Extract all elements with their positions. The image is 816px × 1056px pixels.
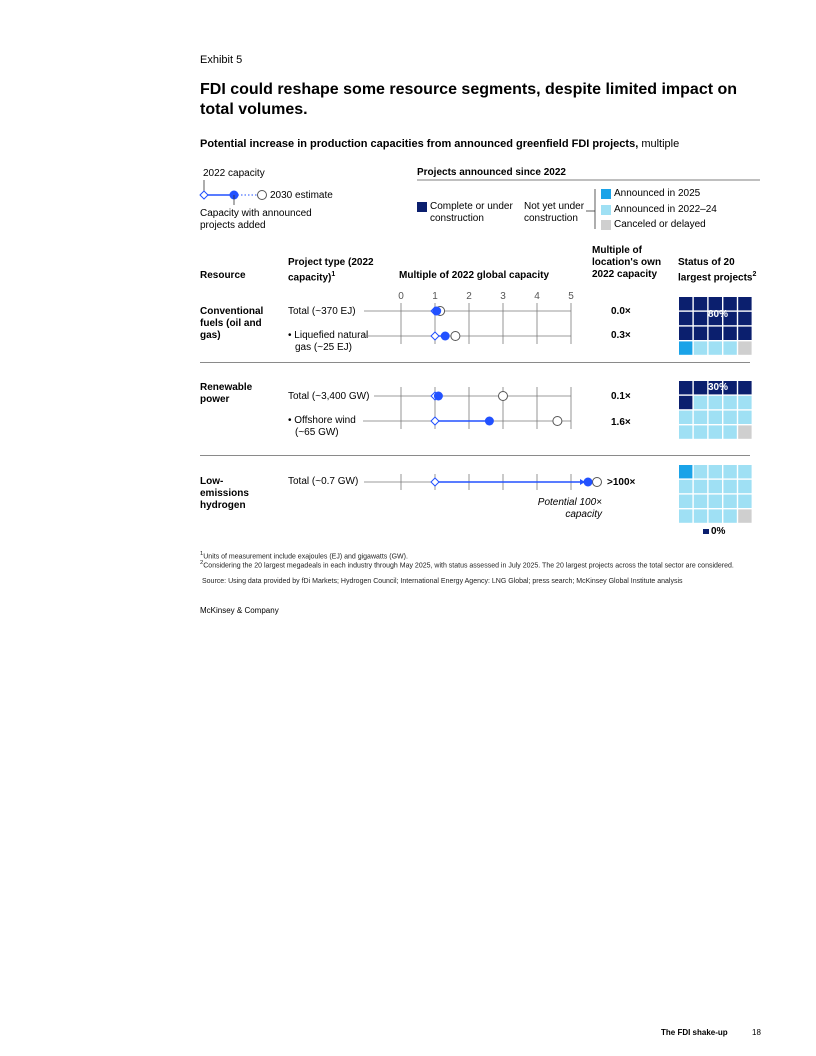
status-pct-conventional: 80%: [707, 309, 728, 320]
x-tick-label: 3: [500, 291, 506, 302]
waffle-cell: [738, 495, 751, 508]
with-projects-marker: [485, 417, 494, 426]
header-project-type-text: Project type (2022 capacity): [288, 257, 374, 284]
waffle-cell: [738, 312, 751, 325]
page-title: FDI could reshape some resource segments, despite limited impact on total volumes.: [200, 81, 738, 118]
estimate-2030-marker: [451, 332, 460, 341]
footnote-2-text: Considering the 20 largest megadeals in each industry through May 2025, with status assessed in July 2025. The 20 largest projects across the total sector are considered.: [203, 562, 734, 570]
x-tick-label: 5: [568, 291, 574, 302]
waffle-cell: [709, 411, 722, 424]
header-status-sup: 2: [752, 271, 757, 278]
capacity-2022-marker: [431, 417, 439, 425]
own-multiple-hydrogen: >100×: [607, 477, 636, 488]
waffle-cell: [679, 341, 692, 354]
waffle-cell: [738, 341, 751, 354]
waffle-cell: [709, 341, 722, 354]
waffle-cell: [738, 327, 751, 340]
waffle-cell: [738, 411, 751, 424]
waffle-cell: [679, 327, 692, 340]
legend-announced-2025: Announced in 2025: [614, 188, 701, 199]
header-project-type-sup: 1: [331, 271, 336, 278]
waffle-cell: [723, 509, 736, 522]
waffle-cell: [694, 327, 707, 340]
legend-2022-capacity: 2022 capacity: [203, 168, 265, 179]
status-pct-renewable: 30%: [707, 382, 728, 393]
own-multiple-lng: 0.3×: [611, 330, 631, 341]
project-offshore-line1: • Offshore wind: [288, 415, 356, 426]
waffle-cell: [738, 509, 751, 522]
x-tick-label: 1: [432, 291, 438, 302]
waffle-cell: [694, 480, 707, 493]
legend-not-yet: Not yet under construction: [524, 201, 585, 224]
project-lng-line1: • Liquefied natural: [288, 330, 369, 341]
waffle-cell: [709, 327, 722, 340]
with-projects-marker: [441, 332, 450, 341]
legend-complete: Complete or under construction: [430, 201, 513, 224]
capacity-2022-marker: [431, 478, 439, 486]
waffle-cell: [679, 465, 692, 478]
own-multiple-renewable: 0.1×: [611, 391, 631, 402]
estimate-2030-marker: [593, 478, 602, 487]
subtitle-unit: multiple: [638, 138, 680, 150]
x-tick-label: 0: [398, 291, 404, 302]
waffle-cell: [723, 341, 736, 354]
legend-2022-marker: [200, 191, 208, 199]
with-projects-marker: [584, 478, 593, 487]
waffle-cell: [679, 297, 692, 310]
waffle-cell: [694, 396, 707, 409]
exhibit-label: Exhibit 5: [200, 54, 243, 66]
waffle-cell: [694, 425, 707, 438]
legend-announced-2022-24: Announced in 2022–24: [614, 204, 717, 215]
estimate-2030-marker: [499, 392, 508, 401]
header-resource: Resource: [200, 270, 246, 281]
waffle-cell: [723, 411, 736, 424]
footnote-1-text: Units of measurement include exajoules (EJ) and gigawatts (GW).: [203, 553, 408, 561]
page-number: 18: [752, 1028, 761, 1037]
waffle-cell: [709, 480, 722, 493]
waffle-cell: [694, 509, 707, 522]
waffle-cell: [679, 509, 692, 522]
project-total-renewable: Total (~3,400 GW): [288, 391, 370, 402]
project-lng-line2: gas (~25 EJ): [295, 342, 352, 353]
waffle-cell: [679, 396, 692, 409]
waffle-cell: [738, 396, 751, 409]
estimate-2030-marker: [553, 417, 562, 426]
waffle-cell: [738, 465, 751, 478]
waffle-cell: [738, 381, 751, 394]
waffle-cell: [709, 425, 722, 438]
legend-capacity-added: Capacity with announced projects added: [200, 208, 312, 231]
legend-2030-estimate: 2030 estimate: [270, 190, 333, 201]
waffle-cell: [723, 465, 736, 478]
footnote-2-sup: 2: [200, 560, 204, 566]
waffle-cell: [738, 297, 751, 310]
x-tick-label: 2: [466, 291, 472, 302]
with-projects-marker: [432, 307, 441, 316]
header-multiple-global: Multiple of 2022 global capacity: [399, 270, 550, 281]
footnote-1-sup: 1: [200, 551, 204, 557]
capacity-2022-marker: [431, 332, 439, 340]
resource-conventional-fuels: Conventional fuels (oil and gas): [200, 306, 264, 341]
x-tick-label: 4: [534, 291, 540, 302]
waffle-cell: [709, 495, 722, 508]
project-offshore-line2: (~65 GW): [295, 427, 339, 438]
waffle-cell: [738, 425, 751, 438]
legend-projects-title: Projects announced since 2022: [417, 167, 566, 178]
waffle-cell: [679, 411, 692, 424]
waffle-cell: [679, 495, 692, 508]
footnote-2: [200, 559, 760, 570]
waffle-cell: [723, 425, 736, 438]
status-pct-hydrogen-swatch: [703, 529, 709, 534]
waffle-cell: [679, 312, 692, 325]
waffle-cell: [679, 425, 692, 438]
with-projects-marker: [434, 392, 443, 401]
waffle-cell: [723, 495, 736, 508]
waffle-cell: [679, 381, 692, 394]
footnote-source: Source: Using data provided by fDi Markets; Hydrogen Council; International Energy Agency: LNG Global; press search; McKinsey Global Institute analysis: [202, 578, 683, 585]
subtitle-bold: Potential increase in production capacities from announced greenfield FDI projects,: [200, 138, 639, 150]
legend-2030-marker: [258, 191, 267, 200]
waffle-cell: [694, 341, 707, 354]
waffle-cell: [694, 495, 707, 508]
waffle-cell: [694, 411, 707, 424]
waffle-cell: [723, 327, 736, 340]
waffle-cell: [723, 396, 736, 409]
brand-name: McKinsey & Company: [200, 606, 279, 615]
resource-hydrogen: Low-emissions hydrogen: [200, 476, 249, 511]
waffle-cell: [723, 480, 736, 493]
own-multiple-offshore: 1.6×: [611, 417, 631, 428]
status-pct-hydrogen: 0%: [711, 526, 726, 537]
waffle-cell: [709, 465, 722, 478]
header-multiple-own: Multiple of location's own 2022 capacity: [592, 245, 662, 280]
header-status-text: Status of 20 largest projects: [678, 257, 753, 284]
waffle-cell: [709, 396, 722, 409]
waffle-cell: [709, 509, 722, 522]
waffle-cell: [694, 465, 707, 478]
project-total-hydrogen: Total (~0.7 GW): [288, 476, 359, 487]
waffle-cell: [738, 480, 751, 493]
publication-name: The FDI shake-up: [661, 1028, 728, 1037]
own-multiple-conventional: 0.0×: [611, 306, 631, 317]
resource-renewable-power: Renewable power: [200, 382, 253, 405]
hydrogen-annotation: Potential 100× capacity: [537, 497, 602, 520]
project-total-conventional: Total (~370 EJ): [288, 306, 356, 317]
legend-canceled: Canceled or delayed: [614, 219, 706, 230]
waffle-cell: [679, 480, 692, 493]
